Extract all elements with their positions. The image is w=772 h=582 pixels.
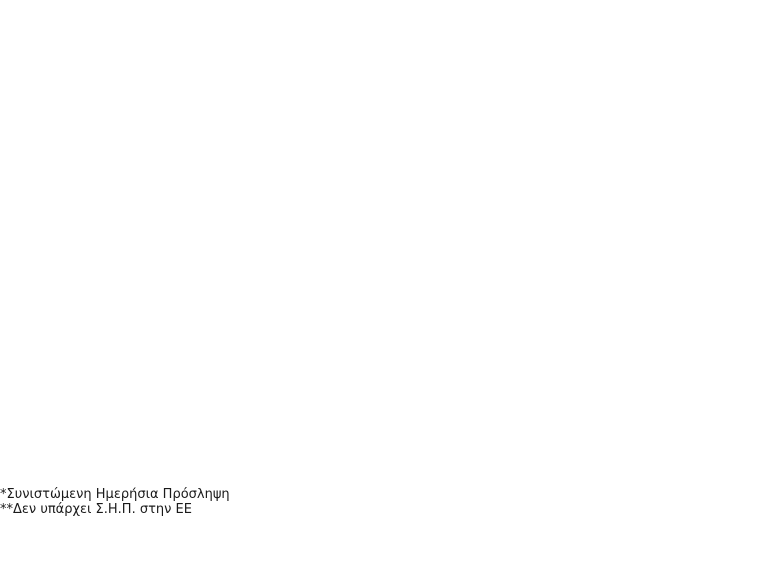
footnote-rda: *Συνιστώμενη Ημερήσια Πρόσληψη (0, 487, 230, 502)
footnotes (0, 487, 400, 517)
footnote-no-rda-eu: **Δεν υπάρχει Σ.Η.Π. στην ΕΕ (0, 502, 192, 517)
